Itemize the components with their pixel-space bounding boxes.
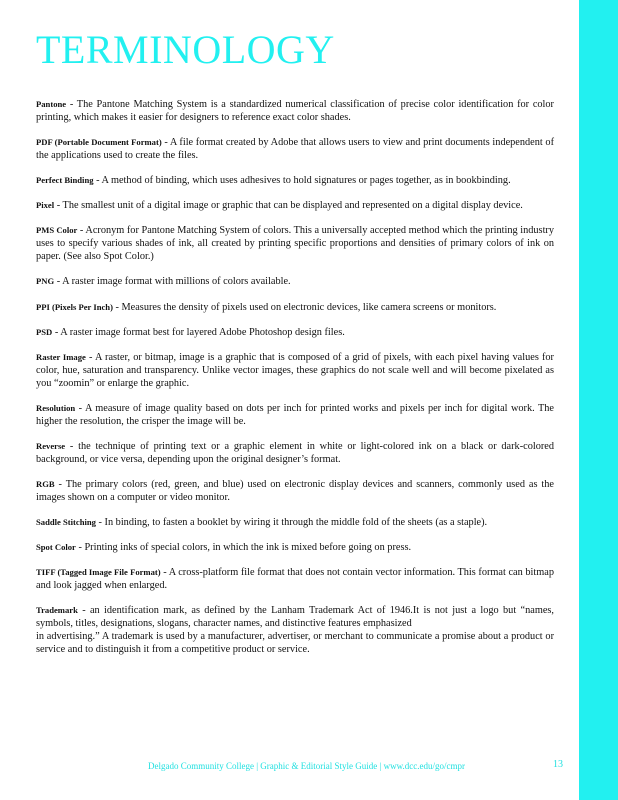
term-definition: - A raster, or bitmap, image is a graphic that is composed of a grid of pixels, with each pixel having values for color, hue, saturation and transparency. Unlike vector images, these graphics do not scale well and will become pixelated as you “zoomin” or enlarge the graphic. bbox=[36, 351, 554, 389]
page-title: TERMINOLOGY bbox=[36, 27, 335, 72]
side-color-bar bbox=[579, 0, 618, 800]
term-name: Trademark bbox=[36, 605, 78, 616]
term-definition: - The primary colors (red, green, and blue) used on electronic display devices and scanners, commonly used as the images shown on a computer or video monitor. bbox=[36, 479, 554, 504]
term-definition: - Printing inks of special colors, in which the ink is mixed before going on press. bbox=[75, 542, 412, 554]
term-name: PPI (Pixels Per Inch) bbox=[36, 301, 113, 312]
term-definition: - A raster image format with millions of colors available. bbox=[54, 276, 291, 288]
term-entry bbox=[36, 351, 554, 390]
term-name: PSD bbox=[36, 326, 53, 337]
term-entry bbox=[36, 174, 554, 187]
term-name: Reverse bbox=[36, 440, 66, 451]
term-name: RGB bbox=[36, 479, 55, 490]
term-definition: - The smallest unit of a digital image or graphic that can be displayed and represented on a digital display device. bbox=[54, 200, 523, 212]
term-entry bbox=[36, 402, 554, 428]
term-entry bbox=[36, 604, 554, 656]
term-name: Pantone bbox=[36, 99, 67, 109]
terminology-list bbox=[36, 98, 554, 669]
term-definition: - In binding, to fasten a booklet by wiring it through the middle fold of the sheets (as a staple). bbox=[95, 517, 488, 529]
term-definition: - A file format created by Adobe that allows users to view and print documents independent of the applications used to create the files. bbox=[36, 137, 554, 162]
term-name: Raster Image bbox=[36, 351, 86, 362]
term-entry bbox=[36, 136, 554, 162]
term-definition: - Acronym for Pantone Matching System of colors. This a universally accepted method which the printing industry uses to specify various shades of ink, all created by printing specific proportions and densities of primary colors of ink on paper. (See also Spot Color.) bbox=[36, 225, 555, 263]
term-definition: - an identification mark, as defined by the Lanham Trademark Act of 1946.It is not just a logo but “names, symbols, titles, designations, slogans, character names, and distinctive features emphasized in advertising.” A trademark is used by a manufacturer, advertiser, or merchant to communicate a promise about a product or service and to distinguish it from a competitive product or service. bbox=[36, 605, 554, 656]
term-name: PDF (Portable Document Format) bbox=[36, 137, 162, 148]
term-entry bbox=[36, 224, 554, 263]
term-entry bbox=[36, 478, 554, 504]
term-name: TIFF (Tagged Image File Format) bbox=[36, 567, 161, 578]
term-definition: - A cross-platform file format that does not contain vector information. This format can bitmap and look jagged when enlarged. bbox=[36, 567, 554, 592]
term-name: Resolution bbox=[36, 402, 76, 413]
page-number: 13 bbox=[553, 759, 563, 770]
term-entry bbox=[36, 98, 554, 124]
term-entry bbox=[36, 440, 554, 466]
term-definition: - A method of binding, which uses adhesives to hold signatures or pages together, as in bookbinding. bbox=[93, 175, 511, 187]
term-definition: - A raster image format best for layered Adobe Photoshop design files. bbox=[52, 326, 345, 338]
footer-text: Delgado Community College | Graphic & Editorial Style Guide | www.dcc.edu/go/cmpr bbox=[148, 761, 465, 771]
term-entry bbox=[36, 301, 554, 314]
term-entry bbox=[36, 326, 554, 339]
term-name: PNG bbox=[36, 276, 55, 287]
term-definition: - Measures the density of pixels used on electronic devices, like camera screens or monitors. bbox=[112, 301, 497, 313]
term-name: Perfect Binding bbox=[36, 175, 94, 186]
term-entry bbox=[36, 566, 554, 592]
term-definition: - The Pantone Matching System is a standardized numerical classification of precise color identification for color printing, which makes it easier for designers to reference exact color shades. bbox=[36, 99, 554, 123]
term-name: PMS Color bbox=[36, 225, 78, 236]
term-entry bbox=[36, 516, 554, 529]
term-entry bbox=[36, 199, 554, 212]
term-name: Pixel bbox=[36, 200, 55, 211]
term-definition: - A measure of image quality based on dots per inch for printed works and pixels per inch for digital work. The higher the resolution, the crisper the image will be. bbox=[36, 402, 554, 427]
term-name: Spot Color bbox=[36, 542, 76, 553]
term-entry bbox=[36, 275, 554, 288]
term-entry bbox=[36, 541, 554, 554]
term-definition: - the technique of printing text or a graphic element in white or light-colored ink on a black or dark-colored background, or vice versa, depending upon the original designer’s format. bbox=[36, 440, 554, 465]
term-name: Saddle Stitching bbox=[36, 517, 96, 528]
